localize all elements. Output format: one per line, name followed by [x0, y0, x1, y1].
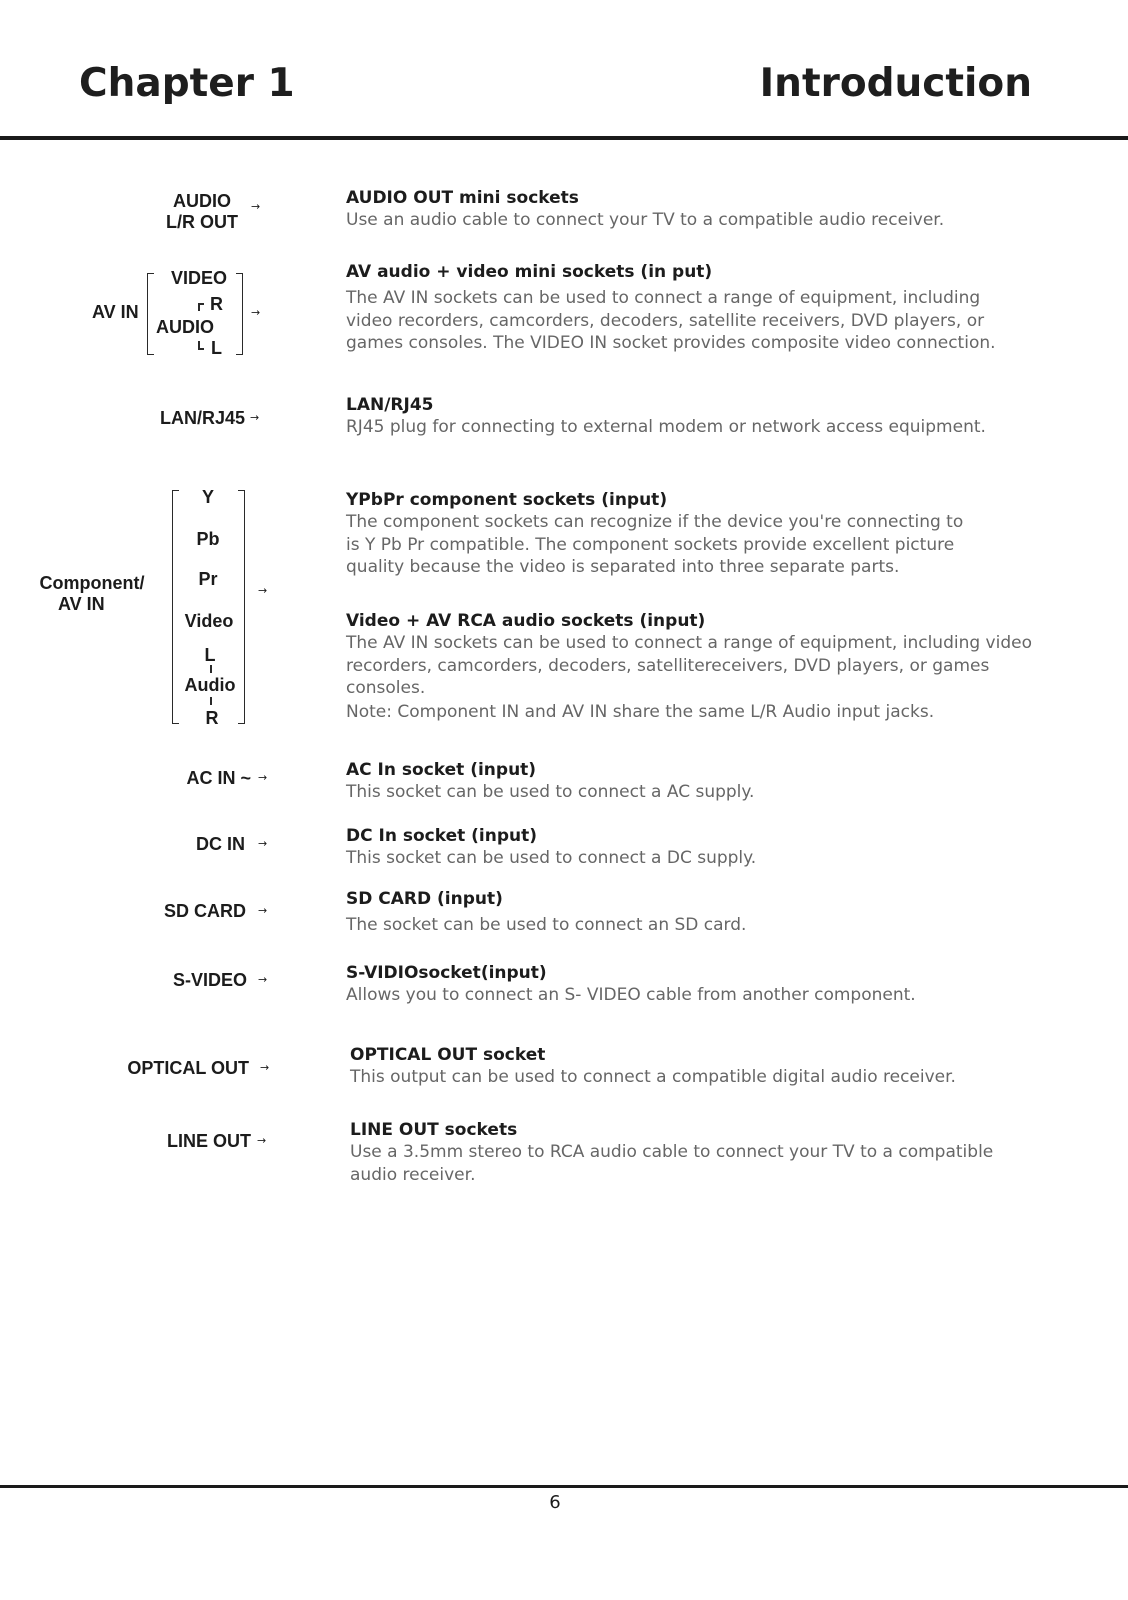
section-text: Allows you to connect an S- VIDEO cable from another component. — [346, 985, 916, 1005]
section-text: video recorders, camcorders, decoders, satellite receivers, DVD players, or — [346, 310, 985, 331]
page-title: Introduction — [759, 61, 1032, 106]
section-lan — [346, 394, 986, 439]
section-text: Use a 3.5mm stereo to RCA audio cable to connect your TV to a compatible — [350, 1142, 994, 1162]
ac-in-label: AC IN ~ — [186, 768, 251, 788]
section-title: AV audio + video mini sockets (in put) — [346, 262, 713, 282]
comp-pr-label: Pr — [198, 569, 218, 589]
av-l-label: L — [211, 338, 222, 358]
optical-out-arrow: → — [260, 1061, 270, 1074]
section-video-av-rca — [346, 610, 1032, 723]
section-title: LAN/RJ45 — [346, 395, 434, 415]
section-text: audio receiver. — [350, 1164, 476, 1185]
av-in-right-bracket — [236, 273, 243, 355]
component-arrow: → — [258, 584, 268, 597]
section-optical-out — [350, 1044, 956, 1089]
section-text: This socket can be used to connect a AC supply. — [346, 782, 755, 802]
section-text: quality because the video is separated into three separate parts. — [346, 557, 900, 577]
section-text: The AV IN sockets can be used to connect a range of equipment, including — [346, 288, 981, 308]
av-l-tick-h — [198, 348, 204, 350]
section-note: Note: Component IN and AV IN share the same L/R Audio input jacks. — [346, 701, 935, 722]
sd-card-arrow: → — [258, 904, 268, 917]
av-audio-label: AUDIO — [156, 317, 214, 337]
av-r-label: R — [210, 294, 223, 314]
section-title: YPbPr component sockets (input) — [346, 490, 668, 510]
section-title: OPTICAL OUT socket — [350, 1045, 546, 1065]
section-s-video — [346, 962, 916, 1007]
component-label-line2: AV IN — [58, 594, 105, 614]
section-title: SD CARD (input) — [346, 889, 503, 909]
av-video-label: VIDEO — [171, 268, 228, 288]
section-dc-in — [346, 825, 756, 870]
section-text: This socket can be used to connect a DC supply. — [346, 848, 757, 868]
audio-out-label — [160, 191, 244, 233]
dc-in-label: DC IN — [196, 834, 245, 854]
av-r-tick-v — [198, 303, 200, 311]
section-title: S-VIDIOsocket(input) — [346, 963, 547, 983]
section-line-out — [350, 1119, 993, 1186]
sd-card-label: SD CARD — [163, 901, 246, 921]
page-number: 6 — [549, 1492, 561, 1513]
comp-audio-label: Audio — [184, 675, 236, 695]
av-in-arrow: → — [251, 306, 261, 319]
section-text: consoles. — [346, 678, 426, 698]
section-title: DC In socket (input) — [346, 826, 538, 846]
section-sd-card — [346, 888, 746, 937]
component-label-line1: Component/ — [39, 573, 145, 593]
comp-r-label: R — [205, 708, 219, 728]
section-text: is Y Pb Pr compatible. The component sockets provide excellent picture — [346, 534, 955, 555]
lan-label: LAN/RJ45 — [159, 408, 245, 428]
section-ac-in — [346, 759, 754, 804]
section-title: AC In socket (input) — [346, 760, 537, 780]
section-text: The socket can be used to connect an SD card. — [346, 915, 747, 935]
comp-video-label: Video — [184, 611, 234, 631]
chapter-heading: Chapter 1 — [79, 61, 295, 106]
section-text: RJ45 plug for connecting to external modem or network access equipment. — [346, 417, 986, 437]
section-text: Use an audio cable to connect your TV to a compatible audio receiver. — [346, 210, 945, 230]
section-text: recorders, camcorders, decoders, satellitereceivers, DVD players, or games — [346, 655, 990, 676]
s-video-arrow: → — [258, 973, 268, 986]
section-ypbpr — [346, 489, 963, 579]
section-av-in — [346, 261, 996, 355]
av-in-left-bracket — [147, 273, 154, 355]
section-title: AUDIO OUT mini sockets — [346, 188, 579, 208]
audio-out-label-line1: AUDIO — [173, 191, 231, 211]
audio-out-arrow: → — [251, 200, 261, 213]
section-text: The component sockets can recognize if the device you're connecting to — [346, 512, 964, 532]
dc-in-arrow: → — [258, 837, 268, 850]
s-video-label: S-VIDEO — [172, 970, 247, 990]
component-left-bracket — [172, 490, 179, 724]
line-out-arrow: → — [257, 1134, 267, 1147]
comp-r-tick — [210, 697, 212, 705]
line-out-label: LINE OUT — [167, 1131, 251, 1151]
comp-l-tick — [210, 665, 212, 673]
header-rule — [0, 136, 1128, 140]
section-text: The AV IN sockets can be used to connect a range of equipment, including video — [346, 633, 1032, 653]
ac-in-arrow: → — [258, 771, 268, 784]
section-title: LINE OUT sockets — [350, 1120, 518, 1140]
section-text: This output can be used to connect a compatible digital audio receiver. — [350, 1067, 956, 1087]
section-title: Video + AV RCA audio sockets (input) — [346, 611, 706, 631]
section-audio-out — [346, 187, 944, 232]
section-text: games consoles. The VIDEO IN socket provides composite video connection. — [346, 333, 996, 353]
optical-out-label: OPTICAL OUT — [127, 1058, 249, 1078]
component-av-in-label — [30, 573, 154, 615]
comp-y-label: Y — [201, 487, 214, 507]
comp-l-label: L — [204, 645, 216, 665]
av-in-label: AV IN — [92, 302, 139, 322]
component-right-bracket — [238, 490, 245, 724]
footer-rule — [0, 1485, 1128, 1488]
comp-pb-label: Pb — [196, 529, 220, 549]
audio-out-label-line2: L/R OUT — [166, 212, 238, 232]
lan-arrow: → — [250, 411, 260, 424]
